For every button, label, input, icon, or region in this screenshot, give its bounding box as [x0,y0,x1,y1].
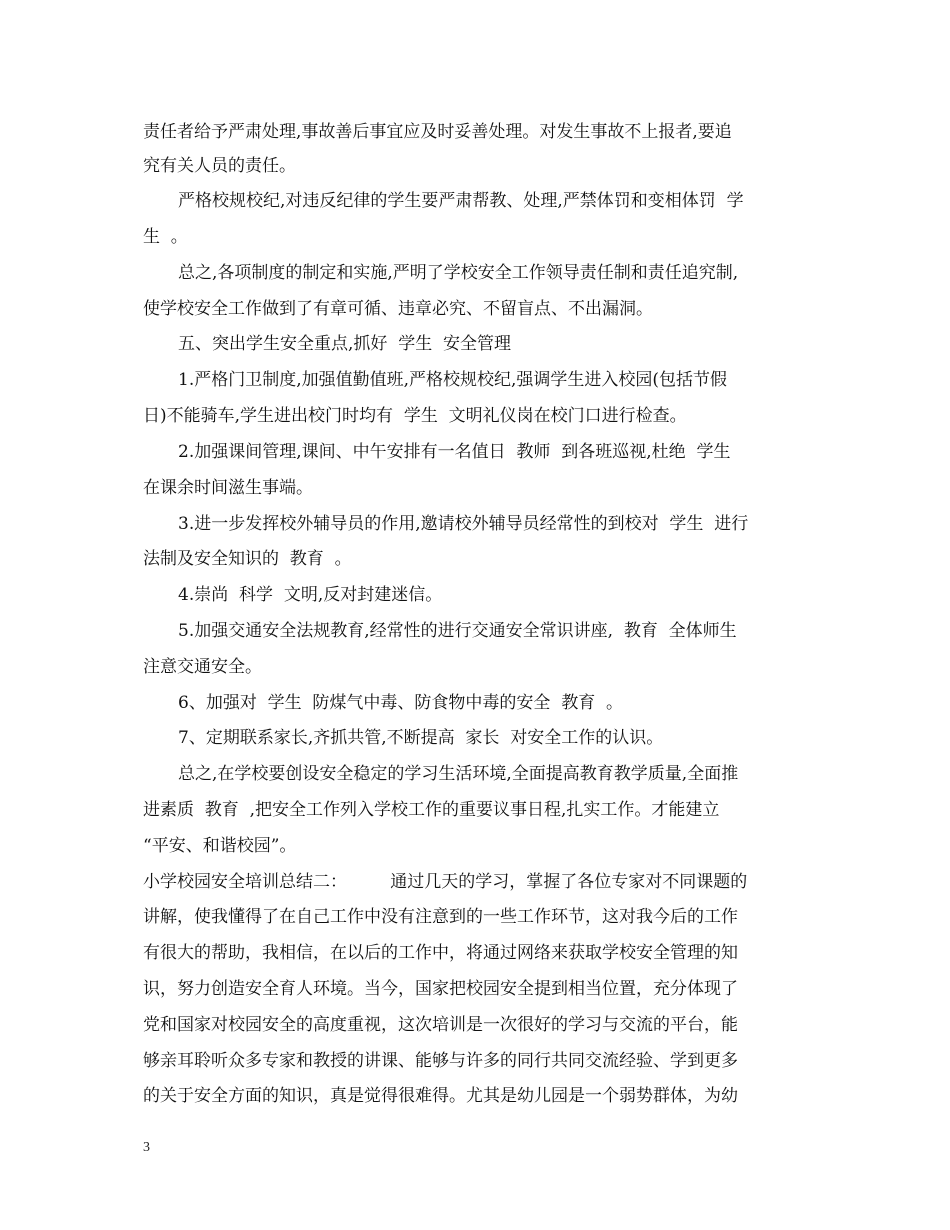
text-line: 注意交通安全。 [143,657,262,677]
text-line: 有很大的帮助，我相信，在以后的工作中，将通过网络来获取学校安全管理的知 [143,943,738,963]
text-line: 的关于安全方面的知识，真是觉得很难得。尤其是幼儿园是一个弱势群体，为幼 [143,1086,738,1106]
list-item: 4.崇尚 科学 文明,反对封建迷信。 [178,585,443,605]
list-item: 3.进一步发挥校外辅导员的作用,邀请校外辅导员经常性的到校对 学生 进行 [178,514,749,534]
text-line: 法制及安全知识的 教育 。 [143,549,352,569]
text-line: 小学校园安全培训总结二： 通过几天的学习，掌握了各位专家对不同课题的 [143,872,748,892]
list-item: 7、定期联系家长,齐抓共管,不断提高 家长 对安全工作的认识。 [178,728,664,748]
list-item: 6、加强对 学生 防煤气中毒、防食物中毒的安全 教育 。 [178,693,624,713]
text-line: 讲解，使我懂得了在自己工作中没有注意到的一些工作环节，这对我今后的工作 [143,907,738,927]
text-line: 使学校安全工作做到了有章可循、违章必究、不留盲点、不出漏洞。 [143,299,653,319]
text-line: 究有关人员的责任。 [143,156,296,176]
text-line: 责任者给予严肃处理,事故善后事宜应及时妥善处理。对发生事故不上报者,要追 [143,122,732,142]
list-item: 2.加强课间管理,课间、中午安排有一名值日 教师 到各班巡视,杜绝 学生 [178,442,731,462]
text-line: 进素质 教育 ,把安全工作列入学校工作的重要议事日程,扎实工作。才能建立 [143,800,720,820]
list-item: 5.加强交通安全法规教育,经常性的进行交通安全常识讲座, 教育 全体师生 [178,621,737,641]
text-line: 生 。 [143,227,188,247]
text-line: 识，努力创造安全育人环境。当今，国家把校园安全提到相当位置，充分体现了 [143,979,738,999]
text-line: 总之,各项制度的制定和实施,严明了学校安全工作领导责任制和责任追究制, [178,263,739,283]
text-line: 在课余时间滋生事端。 [143,478,313,498]
text-line: 够亲耳聆听众多专家和教授的讲课、能够与许多的同行共同交流经验、学到更多 [143,1051,738,1071]
text-line: 严格校规校纪,对违反纪律的学生要严肃帮教、处理,严禁体罚和变相体罚 学 [178,191,744,211]
text-line: “平安、和谐校园”。 [143,836,297,856]
text-line: 党和国家对校园安全的高度重视，这次培训是一次很好的学习与交流的平台，能 [143,1015,738,1035]
text-line: 日)不能骑车,学生进出校门时均有 学生 文明礼仪岗在校门口进行检查。 [143,406,687,426]
page-number: 3 [143,1140,150,1155]
text-line: 总之,在学校要创设安全稳定的学习生活环境,全面提高教育教学质量,全面推 [178,764,739,784]
section-heading: 五、突出学生安全重点,抓好 学生 安全管理 [178,334,512,354]
list-item: 1.严格门卫制度,加强值勤值班,严格校规校纪,强调学生进入校园(包括节假 [178,370,728,390]
